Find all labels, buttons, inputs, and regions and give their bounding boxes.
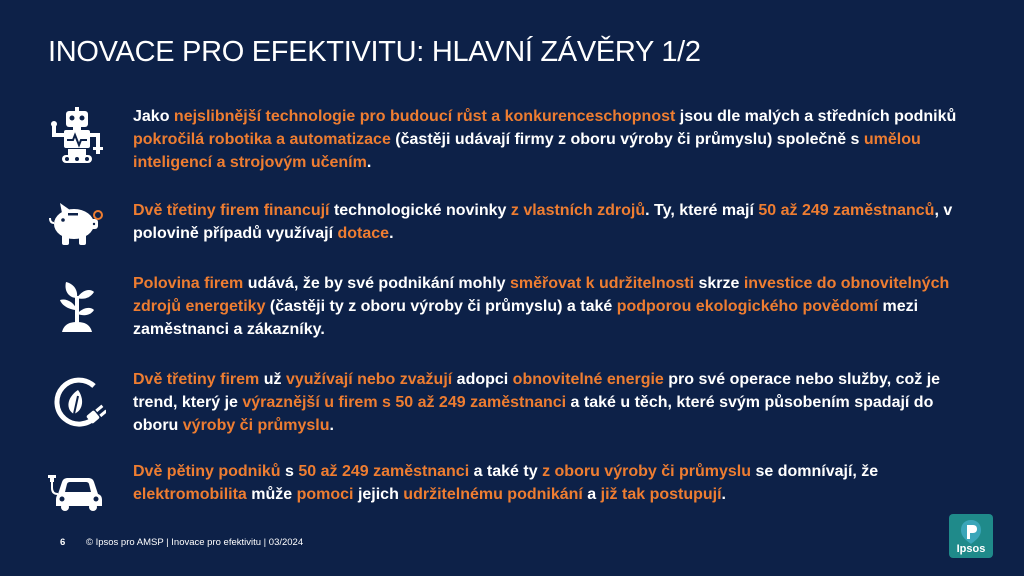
ipsos-logo [949, 514, 993, 558]
ipsos-logo-text: Ipsos [956, 543, 986, 555]
highlighted-text: obnovitelné energie [512, 371, 664, 388]
body-text: . [389, 225, 394, 242]
body-text: a také ty [469, 463, 543, 480]
robot-icon [48, 107, 106, 165]
highlighted-text: nejslibnější technologie pro budoucí růst a konkurenceschopnost [173, 108, 676, 125]
electric-car-icon [48, 458, 106, 516]
finding-text [133, 199, 983, 245]
body-text: (častěji ty z oboru výroby či průmyslu) a také [265, 298, 617, 315]
body-text: jejich [353, 486, 404, 503]
body-text: s [280, 463, 299, 480]
body-text: skrze [694, 275, 744, 292]
highlighted-text: z oboru výroby či průmyslu [542, 463, 752, 480]
body-text: udává, že by své podnikání mohly [243, 275, 510, 292]
body-text: jsou dle malých a středních podniků [675, 108, 957, 125]
highlighted-text: pokročilá robotika a automatizace [133, 131, 391, 148]
body-text: . [721, 486, 726, 503]
highlighted-text: výraznější u firem s 50 až 249 zaměstnanci [242, 394, 567, 411]
highlighted-text: podporou ekologického povědomí [616, 298, 879, 315]
highlighted-text: směřovat k udržitelnosti [510, 275, 695, 292]
body-text: . [329, 417, 334, 434]
green-energy-plug-icon [48, 374, 106, 432]
highlighted-text: výroby či průmyslu [182, 417, 330, 434]
highlighted-text: udržitelnému podnikání [403, 486, 583, 503]
highlighted-text: využívají nebo zvažují [285, 371, 453, 388]
finding-text [133, 460, 983, 506]
page-title: INOVACE PRO EFEKTIVITU: HLAVNÍ ZÁVĚRY 1/2 [48, 36, 701, 68]
footer-text: © Ipsos pro AMSP | Inovace pro efektivitu | 03/2024 [85, 537, 304, 548]
body-text: adopci [452, 371, 513, 388]
body-text: a také u těch, které svým působením spadají do oboru [133, 394, 934, 434]
body-text: (častěji udávají firmy z oboru výroby či průmyslu) společně s [390, 131, 864, 148]
ipsos-logo-mark-icon [961, 520, 981, 544]
body-text: technologické novinky [329, 202, 511, 219]
highlighted-text: Dvě třetiny firem financují [133, 202, 330, 219]
body-text: už [259, 371, 286, 388]
highlighted-text: Dvě třetiny firem [133, 371, 260, 388]
highlighted-text: investice do obnovitelných zdrojů energetiky [133, 275, 950, 315]
highlighted-text: pomoci [296, 486, 354, 503]
highlighted-text: dotace [337, 225, 390, 242]
highlighted-text: Polovina firem [133, 275, 244, 292]
highlighted-text: 50 až 249 zaměstnanci [298, 463, 470, 480]
finding-text [133, 272, 983, 341]
highlighted-text: již tak postupují [600, 486, 722, 503]
highlighted-text: elektromobilita [133, 486, 247, 503]
body-text: se domnívají, že [751, 463, 879, 480]
piggy-bank-icon [48, 195, 106, 253]
body-text: a [582, 486, 601, 503]
finding-text [133, 105, 983, 174]
highlighted-text: umělou inteligencí a strojovým učením [133, 131, 921, 171]
body-text: . [366, 154, 372, 171]
highlighted-text: Dvě pětiny podniků [133, 463, 281, 480]
body-text: Jako [133, 108, 174, 125]
highlighted-text: 50 až 249 zaměstnanců [758, 202, 935, 219]
page-number: 6 [60, 537, 66, 548]
footer [60, 537, 303, 548]
body-text: může [246, 486, 297, 503]
plant-icon [48, 276, 106, 334]
highlighted-text: z vlastních zdrojů [510, 202, 646, 219]
body-text: . Ty, které mají [645, 202, 759, 219]
body-text: mezi zaměstnanci a zákazníky. [133, 298, 919, 338]
finding-text [133, 368, 983, 437]
body-text: , v polovině případů využívají [133, 202, 953, 242]
body-text: pro své operace nebo služby, což je trend, který je [133, 371, 941, 411]
